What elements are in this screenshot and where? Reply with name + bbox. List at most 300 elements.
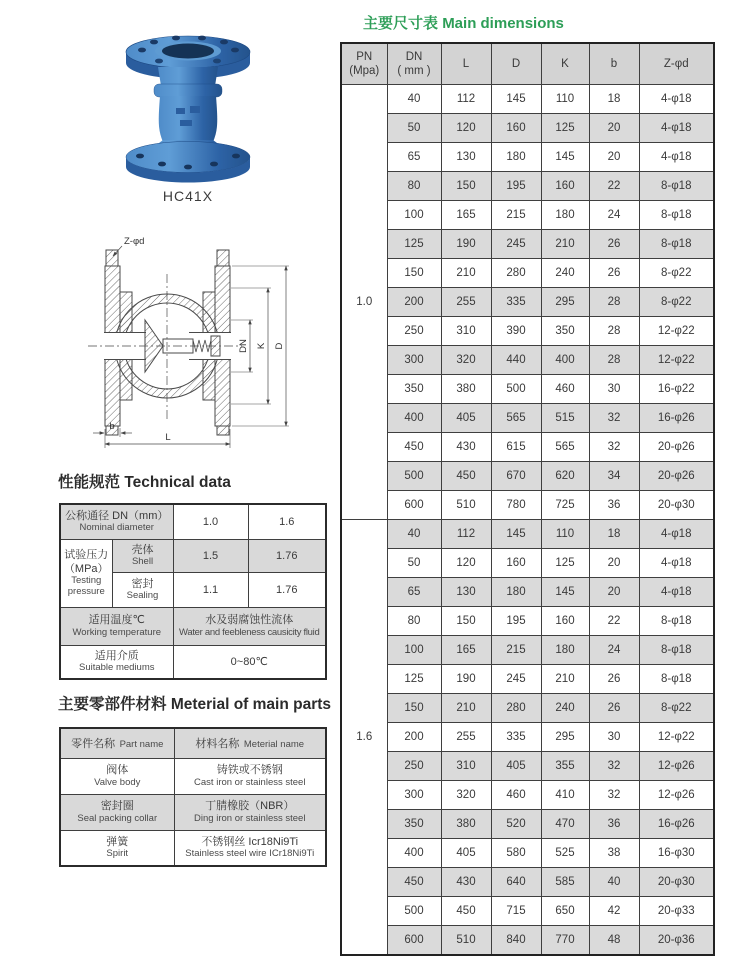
dimension-cell: 430 — [441, 868, 491, 897]
dimension-cell: 510 — [441, 491, 491, 520]
dimension-cell: 245 — [491, 230, 541, 259]
dimension-cell: 200 — [387, 723, 441, 752]
nominal-diameter-label — [60, 504, 173, 539]
dimension-cell: 50 — [387, 114, 441, 143]
dimension-cell: 350 — [387, 375, 441, 404]
table-row — [341, 201, 714, 230]
dimension-cell: 125 — [387, 230, 441, 259]
col-header-dn: DN ( mm ) — [387, 43, 441, 85]
drawing-label-k: K — [256, 342, 267, 350]
dimension-cell: 210 — [541, 665, 589, 694]
dimension-cell: 460 — [491, 781, 541, 810]
dimension-cell: 300 — [387, 781, 441, 810]
dimension-cell: 840 — [491, 926, 541, 956]
dimension-cell: 40 — [589, 868, 639, 897]
dimension-cell: 30 — [589, 723, 639, 752]
dimension-cell: 12-φ22 — [639, 346, 714, 375]
dimension-cell: 36 — [589, 491, 639, 520]
table-row — [341, 259, 714, 288]
col-header-l: L — [441, 43, 491, 85]
dimension-cell: 410 — [541, 781, 589, 810]
label-cn: 适用介质 — [94, 650, 139, 663]
dimension-cell: 565 — [541, 433, 589, 462]
dimension-cell: 32 — [589, 433, 639, 462]
table-row — [341, 491, 714, 520]
table-row — [341, 636, 714, 665]
dimension-cell: 450 — [387, 868, 441, 897]
dimension-cell: 18 — [589, 520, 639, 549]
dimension-cell: 150 — [441, 607, 491, 636]
dimension-cell: 250 — [387, 752, 441, 781]
dimension-cell: 20 — [589, 114, 639, 143]
dimension-cell: 430 — [441, 433, 491, 462]
dimension-cell: 4-φ18 — [639, 578, 714, 607]
dimension-cell: 405 — [441, 404, 491, 433]
dimension-cell: 65 — [387, 143, 441, 172]
dimension-cell: 390 — [491, 317, 541, 346]
dimension-cell: 215 — [491, 201, 541, 230]
dimension-cell: 160 — [491, 549, 541, 578]
col-header-pn: PN (Mpa) — [341, 43, 387, 85]
technical-data-table — [59, 503, 327, 680]
part-cn: 阀体 — [106, 764, 129, 777]
part-en: Seal packing collar — [77, 812, 158, 824]
dimension-cell: 12-φ22 — [639, 317, 714, 346]
table-row — [341, 897, 714, 926]
dimension-cell: 48 — [589, 926, 639, 956]
dimension-cell: 450 — [441, 897, 491, 926]
dimension-cell: 640 — [491, 868, 541, 897]
dimension-cell: 150 — [441, 172, 491, 201]
dimension-cell: 350 — [387, 810, 441, 839]
dimension-cell: 245 — [491, 665, 541, 694]
dimension-cell: 670 — [491, 462, 541, 491]
part-cell — [60, 830, 174, 866]
dimension-cell: 4-φ18 — [639, 520, 714, 549]
table-row — [341, 375, 714, 404]
material-en: Cast iron or stainless steel — [194, 776, 306, 788]
material-cn: 不锈钢丝 Icr18Ni9Ti — [201, 836, 299, 849]
dimension-cell: 8-φ18 — [639, 665, 714, 694]
material-en: Stainless steel wire ICr18Ni9Ti — [185, 848, 315, 860]
label-en: pressure — [67, 586, 105, 598]
dimension-cell: 210 — [441, 694, 491, 723]
table-row — [341, 781, 714, 810]
dimension-cell: 8-φ18 — [639, 607, 714, 636]
shell-pn10-value: 1.5 — [173, 539, 248, 572]
dimension-cell: 580 — [491, 839, 541, 868]
dimension-cell: 400 — [541, 346, 589, 375]
dimension-cell: 255 — [441, 723, 491, 752]
dimension-cell: 515 — [541, 404, 589, 433]
dimension-cell: 160 — [541, 172, 589, 201]
dimension-cell: 180 — [541, 201, 589, 230]
dimension-cell: 405 — [441, 839, 491, 868]
dimension-cell: 112 — [441, 85, 491, 114]
dimension-cell: 8-φ18 — [639, 230, 714, 259]
table-row — [341, 288, 714, 317]
dimension-cell: 65 — [387, 578, 441, 607]
table-row — [341, 607, 714, 636]
sealing-pn16-value: 1.76 — [248, 572, 326, 607]
dimension-cell: 36 — [589, 810, 639, 839]
materials-heading — [58, 692, 331, 714]
dimension-cell: 22 — [589, 607, 639, 636]
dimension-cell: 120 — [441, 114, 491, 143]
dimension-cell: 210 — [441, 259, 491, 288]
table-row — [341, 723, 714, 752]
dimension-cell: 100 — [387, 201, 441, 230]
dimension-cell: 125 — [541, 549, 589, 578]
dimension-cell: 280 — [491, 259, 541, 288]
part-en: Spirit — [106, 848, 129, 860]
table-row — [60, 645, 326, 679]
materials-table — [59, 727, 327, 867]
drawing-label-dn: DN — [238, 339, 249, 353]
col-header-d: D — [491, 43, 541, 85]
dimension-cell: 460 — [541, 375, 589, 404]
dimension-cell: 165 — [441, 201, 491, 230]
header-cn: 零件名称 — [71, 738, 116, 751]
dimension-cell: 180 — [491, 578, 541, 607]
main-dimensions-title-cn: 主要尺寸表 — [363, 15, 439, 32]
dimension-cell: 215 — [491, 636, 541, 665]
dimension-cell: 8-φ18 — [639, 201, 714, 230]
dimension-cell: 380 — [441, 810, 491, 839]
dimension-cell: 26 — [589, 259, 639, 288]
dimension-cell: 780 — [491, 491, 541, 520]
dimension-cell: 160 — [491, 114, 541, 143]
dimension-cell: 600 — [387, 491, 441, 520]
dimension-cell: 28 — [589, 288, 639, 317]
nominal-pn10-value: 1.0 — [173, 504, 248, 539]
dimension-cell: 16-φ30 — [639, 839, 714, 868]
dimension-cell: 180 — [541, 636, 589, 665]
dimension-cell: 300 — [387, 346, 441, 375]
dimension-cell: 20-φ33 — [639, 897, 714, 926]
dimension-cell: 80 — [387, 607, 441, 636]
pn-group-value: 1.6 — [341, 520, 387, 956]
material-cn: 丁腈橡胶（NBR） — [205, 800, 295, 813]
col-header-k: K — [541, 43, 589, 85]
dimension-cell: 160 — [541, 607, 589, 636]
dimension-cell: 12-φ22 — [639, 723, 714, 752]
table-row — [341, 868, 714, 897]
dimension-cell: 32 — [589, 404, 639, 433]
material-en: Ding iron or stainless steel — [194, 812, 306, 824]
dimension-cell: 20 — [589, 549, 639, 578]
dimension-cell: 20-φ30 — [639, 491, 714, 520]
value-cn: 水及弱腐蚀性流体 — [205, 614, 294, 627]
nominal-pn16-value: 1.6 — [248, 504, 326, 539]
dimension-cell: 350 — [541, 317, 589, 346]
dimension-cell: 195 — [491, 172, 541, 201]
material-cell — [174, 758, 326, 794]
dimension-cell: 585 — [541, 868, 589, 897]
value-en: Water and feebleness causicity fluid — [179, 626, 320, 638]
dimension-cell: 110 — [541, 520, 589, 549]
dimension-cell: 525 — [541, 839, 589, 868]
dimension-cell: 26 — [589, 665, 639, 694]
col-header-b: b — [589, 43, 639, 85]
table-row — [341, 694, 714, 723]
dimension-cell: 24 — [589, 636, 639, 665]
dimension-cell: 18 — [589, 85, 639, 114]
table-row — [341, 926, 714, 956]
table-row — [60, 758, 326, 794]
dimension-cell: 165 — [441, 636, 491, 665]
shell-pn16-value: 1.76 — [248, 539, 326, 572]
label-cn: 公称通径 DN（mm） — [65, 510, 169, 523]
dimension-cell: 20 — [589, 143, 639, 172]
dimension-cell: 26 — [589, 230, 639, 259]
dimension-cell: 400 — [387, 404, 441, 433]
dimension-cell: 130 — [441, 143, 491, 172]
suitable-mediums-value: 0~80℃ — [173, 645, 326, 679]
dimension-cell: 20-φ26 — [639, 462, 714, 491]
dimension-cell: 335 — [491, 288, 541, 317]
dimension-cell: 210 — [541, 230, 589, 259]
dimension-cell: 565 — [491, 404, 541, 433]
dimension-cell: 120 — [441, 549, 491, 578]
table-row — [341, 114, 714, 143]
label-cn: 壳体 — [131, 543, 154, 556]
dimension-cell: 500 — [491, 375, 541, 404]
dimension-cell: 400 — [387, 839, 441, 868]
dimension-cell: 130 — [441, 578, 491, 607]
dimension-cell: 620 — [541, 462, 589, 491]
dimension-cell: 250 — [387, 317, 441, 346]
drawing-label-d: D — [274, 342, 285, 350]
dimension-cell: 20 — [589, 578, 639, 607]
table-row — [60, 504, 326, 539]
dimension-cell: 12-φ26 — [639, 752, 714, 781]
dimension-cell: 12-φ26 — [639, 781, 714, 810]
dimension-cell: 200 — [387, 288, 441, 317]
dimension-cell: 145 — [541, 143, 589, 172]
table-row — [341, 404, 714, 433]
table-row — [341, 230, 714, 259]
dimension-cell: 320 — [441, 346, 491, 375]
dimension-cell: 34 — [589, 462, 639, 491]
dimension-cell: 650 — [541, 897, 589, 926]
dimension-cell: 255 — [441, 288, 491, 317]
drawing-label-l: L — [165, 432, 171, 443]
dimension-cell: 40 — [387, 85, 441, 114]
sealing-pn10-value: 1.1 — [173, 572, 248, 607]
table-row — [341, 578, 714, 607]
dimension-cell: 440 — [491, 346, 541, 375]
dimension-cell: 8-φ22 — [639, 694, 714, 723]
dimension-cell: 110 — [541, 85, 589, 114]
table-row — [341, 346, 714, 375]
table-row — [341, 665, 714, 694]
drawing-label-b: b — [109, 421, 115, 432]
table-row — [60, 607, 326, 645]
table-row — [341, 752, 714, 781]
dimension-cell: 500 — [387, 462, 441, 491]
table-row — [341, 433, 714, 462]
dimension-cell: 4-φ18 — [639, 114, 714, 143]
dimension-cell: 8-φ18 — [639, 172, 714, 201]
material-cell — [174, 794, 326, 830]
label-cn: （MPa） — [63, 563, 109, 576]
dimension-cell: 50 — [387, 549, 441, 578]
dimension-cell: 20-φ36 — [639, 926, 714, 956]
label-cn: 试验压力 — [64, 548, 109, 561]
dimension-cell: 180 — [491, 143, 541, 172]
label-en: Nominal diameter — [79, 522, 154, 534]
dimension-cell: 32 — [589, 752, 639, 781]
dimension-cell: 150 — [387, 259, 441, 288]
dimension-cell: 500 — [387, 897, 441, 926]
pn-group-value: 1.0 — [341, 85, 387, 520]
dimension-cell: 145 — [541, 578, 589, 607]
dimension-cell: 125 — [387, 665, 441, 694]
dimension-cell: 470 — [541, 810, 589, 839]
dimension-cell: 24 — [589, 201, 639, 230]
dimension-cell: 770 — [541, 926, 589, 956]
dimension-cell: 450 — [387, 433, 441, 462]
header-en: Part name — [119, 739, 164, 751]
dimension-cell: 295 — [541, 723, 589, 752]
table-row — [60, 830, 326, 866]
materials-heading-cn: 主要零部件材料 — [58, 696, 167, 713]
dimension-cell: 145 — [491, 85, 541, 114]
dimension-cell: 26 — [589, 694, 639, 723]
dimension-cell: 320 — [441, 781, 491, 810]
main-dimensions-title-en: Main dimensions — [442, 15, 564, 32]
part-name-header — [60, 728, 174, 758]
valve-photo — [118, 30, 258, 182]
table-row — [341, 317, 714, 346]
suitable-mediums-label — [60, 645, 173, 679]
dimension-cell: 150 — [387, 694, 441, 723]
materials-heading-en: Meterial of main parts — [170, 696, 332, 713]
dimension-cell: 715 — [491, 897, 541, 926]
dimension-cell: 80 — [387, 172, 441, 201]
dimension-cell: 38 — [589, 839, 639, 868]
dimension-cell: 240 — [541, 694, 589, 723]
part-cell — [60, 794, 174, 830]
dimension-cell: 4-φ18 — [639, 143, 714, 172]
dimension-cell: 310 — [441, 752, 491, 781]
label-en: Suitable mediums — [78, 662, 155, 674]
dimensions-table-body — [341, 85, 714, 956]
table-row — [60, 539, 326, 572]
header-cn: 材料名称 — [195, 738, 240, 751]
valve-cross-section-drawing — [60, 232, 336, 460]
table-header-row — [60, 728, 326, 758]
dimension-cell: 295 — [541, 288, 589, 317]
product-code-caption: HC41X — [162, 188, 214, 204]
label-cn: 密封 — [131, 577, 154, 590]
sealing-label — [112, 572, 173, 607]
dimension-cell: 190 — [441, 665, 491, 694]
label-en: Working temperature — [72, 626, 162, 638]
dimension-cell: 20-φ30 — [639, 868, 714, 897]
dimension-cell: 4-φ18 — [639, 85, 714, 114]
material-cn: 铸铁或不锈钢 — [216, 764, 283, 777]
part-cn: 弹簧 — [106, 836, 129, 849]
dimension-cell: 190 — [441, 230, 491, 259]
technical-data-heading — [58, 470, 231, 492]
table-row — [341, 85, 714, 114]
dimension-cell: 22 — [589, 172, 639, 201]
dimension-cell: 725 — [541, 491, 589, 520]
dimension-cell: 16-φ26 — [639, 404, 714, 433]
part-en: Valve body — [94, 776, 141, 788]
dimension-cell: 125 — [541, 114, 589, 143]
testing-pressure-label — [60, 539, 112, 607]
main-dimensions-table — [340, 42, 715, 956]
dimension-cell: 8-φ18 — [639, 636, 714, 665]
material-name-header — [174, 728, 326, 758]
table-row — [341, 549, 714, 578]
dimension-cell: 28 — [589, 317, 639, 346]
working-temperature-value — [173, 607, 326, 645]
table-row — [341, 839, 714, 868]
table-row — [60, 794, 326, 830]
dimension-cell: 510 — [441, 926, 491, 956]
dimension-cell: 100 — [387, 636, 441, 665]
label-en: Sealing — [126, 590, 159, 602]
label-cn: 适用温度℃ — [88, 614, 145, 627]
dimension-cell: 32 — [589, 781, 639, 810]
dimension-cell: 145 — [491, 520, 541, 549]
dimension-cell: 450 — [441, 462, 491, 491]
label-en: Shell — [131, 556, 154, 568]
dimension-cell: 380 — [441, 375, 491, 404]
dimension-cell: 195 — [491, 607, 541, 636]
dimension-cell: 4-φ18 — [639, 549, 714, 578]
table-header-row — [341, 43, 714, 85]
table-row — [341, 520, 714, 549]
dimension-cell: 240 — [541, 259, 589, 288]
dimension-cell: 310 — [441, 317, 491, 346]
dimension-cell: 112 — [441, 520, 491, 549]
dimension-cell: 8-φ22 — [639, 288, 714, 317]
drawing-label-z-phi-d: Z-φd — [124, 236, 145, 247]
dimension-cell: 16-φ26 — [639, 810, 714, 839]
dimension-cell: 335 — [491, 723, 541, 752]
shell-label — [112, 539, 173, 572]
dimension-cell: 28 — [589, 346, 639, 375]
dimension-cell: 520 — [491, 810, 541, 839]
technical-data-heading-cn: 性能规范 — [58, 474, 121, 491]
dimension-cell: 615 — [491, 433, 541, 462]
table-row — [341, 143, 714, 172]
label-en: Testing — [71, 575, 102, 587]
dimension-cell: 16-φ22 — [639, 375, 714, 404]
table-row — [341, 462, 714, 491]
table-row — [341, 810, 714, 839]
dimension-cell: 280 — [491, 694, 541, 723]
part-cn: 密封圈 — [100, 800, 134, 813]
table-row — [341, 172, 714, 201]
dimension-cell: 8-φ22 — [639, 259, 714, 288]
dimension-cell: 600 — [387, 926, 441, 956]
header-en: Meterial name — [243, 739, 305, 751]
dimension-cell: 42 — [589, 897, 639, 926]
main-dimensions-title — [363, 12, 564, 33]
technical-data-heading-en: Technical data — [124, 474, 231, 491]
material-cell — [174, 830, 326, 866]
dimension-cell: 30 — [589, 375, 639, 404]
col-header-z-phi-d: Z-φd — [639, 43, 714, 85]
part-cell — [60, 758, 174, 794]
dimension-cell: 355 — [541, 752, 589, 781]
